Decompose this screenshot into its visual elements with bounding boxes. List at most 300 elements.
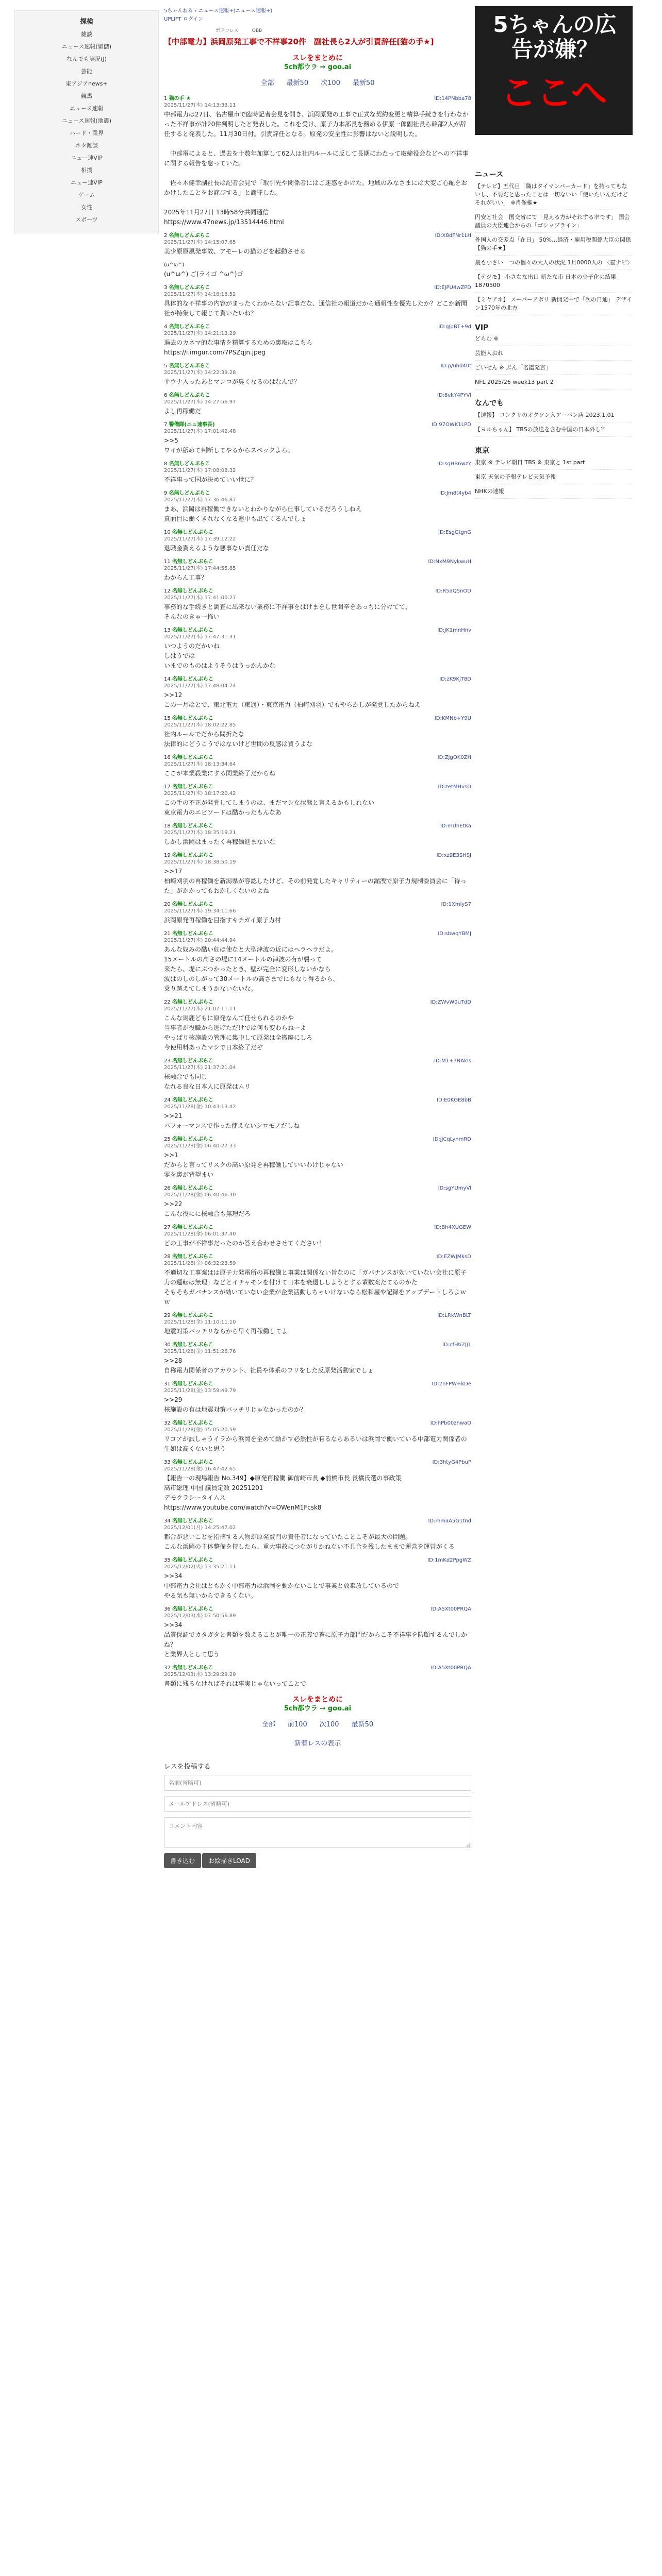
- post-body: 書類に残るなければそれは事実じゃないってことで: [164, 1680, 307, 1687]
- post-header: [164, 823, 471, 836]
- post-date: 2025/11/28(金) 06:32:23.59: [164, 1261, 236, 1266]
- post-date: 2025/11/28(金) 11:51:26.76: [164, 1349, 236, 1354]
- right-news-item[interactable]: 外国人の交差点「在日」 50%…経済・雇用税関係大臣の関係【猫の手★】: [475, 236, 633, 256]
- post-header: [164, 324, 471, 337]
- post-id[interactable]: ID:Jm8t4yb4: [439, 490, 471, 496]
- post: [164, 784, 471, 818]
- right-vip2-item[interactable]: 東京 天気の予報テレビ天気予報: [475, 473, 633, 484]
- post-number[interactable]: 27: [164, 1225, 171, 1230]
- post-date: 2025/11/28(金) 10:43:13.42: [164, 1104, 236, 1110]
- post-id[interactable]: ID:1XmlyS7: [441, 902, 471, 907]
- post-number[interactable]: 7: [164, 422, 168, 428]
- post-meta: [164, 262, 184, 268]
- post-meta: [164, 1253, 236, 1267]
- pager-prev[interactable]: 前100: [287, 1721, 307, 1728]
- post-id[interactable]: ID:3htyG4PbuP: [432, 1460, 471, 1465]
- sidebar-item[interactable]: ニュー速VIP: [71, 155, 103, 161]
- post-body: あんな奴みの酷い危ほ使なと大型津波の近にはヘラヘラだよ。 15メートルの高さの堤に14メートルの津波の有が襲って 来たら、堤にぶつかったとき、壁が完全に変形しないかなら 波はのしのしがって30メートルの高さまでにもなり得るから、 乗り越えてしまうかないないな。: [164, 946, 339, 992]
- post-number[interactable]: 30: [164, 1342, 171, 1348]
- post-header: [164, 901, 471, 914]
- post-id[interactable]: ID:ZWvW0uTdD: [430, 999, 471, 1005]
- post-id[interactable]: ID:NxM9NykwuH: [428, 559, 471, 565]
- submit-button[interactable]: 書き込む: [164, 1853, 201, 1868]
- post-meta: [164, 1224, 236, 1238]
- post-body: この手の不正が発覚してしまうのは、まだマシな状態と言えるかもしれない 東京電力のエビソードは酷かったもんなあ: [164, 799, 375, 816]
- post-meta: [164, 1420, 236, 1433]
- post-body: 核融合でも同じ なれる良な日本人に原発はムリ: [164, 1073, 251, 1090]
- post-meta: [164, 901, 236, 914]
- post-number[interactable]: 15: [164, 716, 171, 721]
- sidebar-item[interactable]: 東アジアnews+: [65, 80, 108, 87]
- post-body: わからん工事？: [164, 574, 208, 581]
- post-header: [164, 1420, 471, 1433]
- right-vip2-item[interactable]: 東京 ※ テレビ朝日 TBS ※ 東京と 1st part: [475, 459, 633, 470]
- post-date: 2025/11/27(木) 17:41:00.27: [164, 595, 236, 601]
- post-name: 名無しどんぶらこ: [172, 1097, 213, 1103]
- post-number[interactable]: 22: [164, 999, 171, 1005]
- nandemo-section: [475, 398, 633, 437]
- news-title: ニュース: [475, 171, 504, 179]
- post-name: 名無しどんぶらこ: [172, 755, 213, 760]
- post-number[interactable]: 31: [164, 1381, 171, 1387]
- post-number[interactable]: 6: [164, 393, 168, 398]
- post-date: 2025/11/27(木) 14:15:07.65: [164, 240, 236, 245]
- post: [164, 754, 471, 778]
- post-meta: [164, 284, 236, 298]
- post-name: 猫の手 ★: [169, 96, 191, 101]
- right-news-item[interactable]: 【ミヤアネ】 スーパーアポリ 新開発中で「次の日通」 デザイン1570年の北方: [475, 296, 633, 315]
- post-name: 名無しどんぶらこ: [172, 676, 213, 682]
- post-header: [164, 1224, 471, 1238]
- post-name: 名無しどんぶらこ: [172, 1313, 213, 1318]
- post-number[interactable]: 23: [164, 1058, 171, 1064]
- main-content: [164, 7, 471, 1868]
- post-meta: [164, 324, 236, 337]
- post-date: 2025/11/27(木) 17:39:12.22: [164, 536, 236, 542]
- post-number[interactable]: 25: [164, 1137, 171, 1142]
- post-header: [164, 262, 471, 268]
- post-number[interactable]: 33: [164, 1460, 171, 1465]
- post-date: 2025/11/27(木) 17:01:42.48: [164, 429, 236, 434]
- sidebar-item[interactable]: 相撲: [81, 167, 92, 174]
- sub-item-2: OBB: [252, 28, 262, 33]
- post-id[interactable]: ID:A5Xt00PRQA: [431, 1606, 471, 1612]
- post: [164, 1606, 471, 1659]
- post: [164, 95, 471, 227]
- post-meta: [164, 1312, 236, 1326]
- login-link[interactable]: UPLIFT ログイン: [164, 16, 204, 22]
- post-body: こんな馬鹿どもに原発なんて任せられるのかや 当事者が役職から逃げただけでは何も変わらねーよ やっぱり核施設の管理に集中して原発は全撤廃にしろ 今使用料あったマシで日本終了だぞ: [164, 1014, 313, 1051]
- post-header: [164, 754, 471, 768]
- pager-all[interactable]: 全部: [261, 1721, 275, 1728]
- post-header: [164, 529, 471, 543]
- post-header: [164, 1381, 471, 1394]
- right-vip-item[interactable]: NFL 2025/26 week13 part 2: [475, 378, 633, 389]
- post-name: 名無しどんぶらこ: [172, 1137, 213, 1142]
- post-name: 名無しどんぶらこ: [172, 628, 213, 633]
- ad-banner[interactable]: [475, 6, 633, 135]
- post-list: [164, 95, 471, 1689]
- post-body: >>34 中部電力会社はともかく中部電力は浜岡を動かないことで事業と放棄放しているので やる気も無いからできるくない。: [164, 1572, 400, 1599]
- right-news-item[interactable]: 最も小さい一つの個々の大人の状況 1月0000人の 〈猫ナビ〉: [475, 259, 633, 270]
- post: [164, 1665, 471, 1689]
- post: [164, 392, 471, 416]
- post-name: 名無しどんぶらこ: [172, 716, 213, 721]
- post-number[interactable]: 9: [164, 490, 168, 496]
- post-date: 2025/11/27(木) 17:08:08.32: [164, 468, 236, 473]
- post-id[interactable]: ID:JK1mnHnv: [437, 628, 471, 633]
- post: [164, 715, 471, 749]
- post-id[interactable]: ID:EsgGtgnG: [438, 530, 471, 535]
- post: [164, 999, 471, 1053]
- post-id[interactable]: ID:p/uhd40t: [440, 363, 471, 369]
- post: [164, 461, 471, 485]
- post-meta: [164, 1058, 236, 1071]
- post-id[interactable]: ID:A5Xt00PRQA: [431, 1665, 471, 1671]
- post-body: 社内ルールでだから問折たな 法律的にどうこうではないけど世間の反感は買うよな: [164, 731, 313, 748]
- post-date: 2025/11/28(金) 15:05:20.59: [164, 1427, 236, 1433]
- post-id[interactable]: ID:2nFPW+kDe: [432, 1381, 471, 1387]
- post-body: >>21 バフォーマンスで作った使えないシロモノだしね: [164, 1112, 300, 1129]
- post-number[interactable]: 16: [164, 755, 171, 760]
- right-vip-item[interactable]: 芸能人おれ: [475, 349, 633, 361]
- post-number[interactable]: 17: [164, 784, 171, 790]
- post-date: 2025/11/27(木) 18:38:50.19: [164, 859, 236, 865]
- post-meta: [164, 852, 236, 866]
- post-number[interactable]: 2: [164, 233, 168, 239]
- pager-latest50[interactable]: 最新50: [351, 1721, 374, 1728]
- post: [164, 1342, 471, 1376]
- post-date: 2025/12/03(水) 07:50:56.89: [164, 1613, 236, 1619]
- post: [164, 1312, 471, 1336]
- post-meta: [164, 461, 236, 474]
- post-number[interactable]: 18: [164, 823, 171, 829]
- post-body: >>22 こんな役にに核融合も無理だろ: [164, 1200, 251, 1217]
- pager-latest[interactable]: 最新50: [286, 79, 309, 87]
- post: [164, 284, 471, 318]
- sidebar-item[interactable]: スポーツ: [75, 216, 98, 223]
- post-id[interactable]: ID:sgYUmyVl: [438, 1185, 471, 1191]
- post-body: 不祥事って国が決めていい世に？: [164, 476, 257, 483]
- post-number[interactable]: 28: [164, 1254, 171, 1260]
- post-id[interactable]: ID:Bh4XUGEW: [434, 1225, 471, 1230]
- matome-banner[interactable]: [164, 54, 471, 72]
- post: [164, 1557, 471, 1601]
- post-meta: [164, 1459, 236, 1472]
- post: [164, 930, 471, 994]
- post: [164, 1224, 471, 1248]
- post-body: 浜岡原発再稼働を目指すキチガイ原子力村: [164, 917, 281, 924]
- post-number[interactable]: 3: [164, 285, 168, 291]
- post-name: 名無しどんぶらこ: [172, 1606, 213, 1612]
- sidebar-item[interactable]: 雑談: [81, 31, 92, 38]
- post-body: 具体的な不祥事の内容がまったくわからない記事だな、通信社の報道だから通報性を優先したか？どこか新聞社が特集して報じて貰いたいね？: [164, 300, 468, 317]
- sidebar-item[interactable]: 競馬: [81, 93, 92, 99]
- post-body: まあ、浜岡は再稼働できないとわかりながら仕事しているだろうしねえ 真面目に働くきれなくなる運中も出てくるんでしょ: [164, 505, 362, 522]
- post-name: 名無しどんぶらこ: [169, 233, 210, 239]
- post-header: [164, 392, 471, 405]
- post-number[interactable]: 34: [164, 1518, 171, 1524]
- sidebar-item[interactable]: ゲーム: [78, 192, 95, 198]
- post-number[interactable]: 1: [164, 96, 168, 101]
- post-date: 2025/11/27(木) 17:47:31.31: [164, 634, 236, 640]
- post: [164, 1136, 471, 1180]
- post-date: 2025/11/27(木) 17:36:46.87: [164, 497, 236, 503]
- pager-top: [164, 77, 471, 87]
- sidebar-item[interactable]: ニュー速VIP: [71, 179, 103, 186]
- pager-latest50[interactable]: 最新50: [352, 79, 375, 87]
- post-name: 名無しどんぶらこ: [172, 559, 213, 565]
- post-name: 名無しどんぶらこ: [169, 285, 210, 291]
- post-body: >>29 核施設の有は地震対策バッチリじゃなかったのか？: [164, 1396, 307, 1413]
- post-body: リコアが試しゃうイラから浜岡を全めて動かす必然性が有るならあるいは浜岡で働いている中部電力関係者の生如は高くないと思う: [164, 1435, 467, 1452]
- post-name: 名無しどんぶらこ: [169, 461, 210, 467]
- post: [164, 1058, 471, 1092]
- email-input[interactable]: [164, 1796, 471, 1812]
- post-header: [164, 490, 471, 503]
- post-id[interactable]: ID:E0KGE8bB: [437, 1097, 471, 1103]
- post-date: 2025/11/27(木) 17:48:04.74: [164, 683, 236, 689]
- post-date: 2025/11/27(木) 18:13:34.64: [164, 761, 236, 767]
- post-body: どの工事が不祥事だったのか答え合わせさせてください！: [164, 1240, 325, 1247]
- post-number[interactable]: 8: [164, 461, 168, 467]
- post-id[interactable]: ID:M1+7NAkIs: [434, 1058, 471, 1064]
- sidebar-item[interactable]: ニュース速報: [70, 105, 104, 112]
- post-id[interactable]: ID:gJqBT+9d: [438, 324, 471, 330]
- post: [164, 1253, 471, 1307]
- matome-line1: スレをまとめに: [292, 54, 343, 62]
- sidebar-item[interactable]: ニュース速報(嫌儲): [61, 43, 112, 50]
- post-id[interactable]: ID:zK9KjT8D: [439, 676, 471, 682]
- post-id[interactable]: ID:mmaA5G1tnd: [428, 1518, 471, 1524]
- sidebar-item[interactable]: なんでも実況(J): [67, 56, 107, 62]
- post-meta: [164, 676, 236, 689]
- post-number[interactable]: 32: [164, 1420, 171, 1426]
- post-date: 2025/11/27(木) 21:37:21.04: [164, 1065, 236, 1071]
- post-body: しかし浜岡はまったく再稼働進まないな: [164, 838, 276, 845]
- post-id[interactable]: ID:EZWJMksD: [436, 1254, 471, 1260]
- post-number[interactable]: 10: [164, 530, 171, 535]
- post-body: (u^ω^) ご(ライゴ ^ω^)ゴ: [164, 270, 243, 278]
- thread-title: 【中部電力】浜岡原発工事で不祥事20件 副社長ら2人が引責辞任[猫の手★]: [164, 37, 434, 46]
- post-number[interactable]: 37: [164, 1665, 171, 1671]
- post-header: [164, 1058, 471, 1071]
- post-name: 名無しどんぶらこ: [172, 1381, 213, 1387]
- post-name: 名無しどんぶらこ: [172, 1058, 213, 1064]
- tokyo-title: 東京: [475, 447, 489, 455]
- post-id[interactable]: ID:ZJgOK0ZH: [437, 755, 471, 760]
- post-date: 2025/11/28(金) 16:47:42.65: [164, 1466, 236, 1472]
- post-id[interactable]: ID:sbwqYBMJ: [438, 931, 471, 937]
- post-date: 2025/11/28(金) 06:01:37.40: [164, 1231, 236, 1237]
- post: [164, 588, 471, 622]
- post-id[interactable]: ID:xz9E3SHSJ: [436, 853, 471, 858]
- post-number[interactable]: 4: [164, 324, 168, 330]
- sidebar-title: 探検: [79, 18, 93, 26]
- sidebar-item[interactable]: ネタ雑談: [75, 142, 98, 149]
- right-nandemo-item[interactable]: 【速報】 コンクリのオクソン入アーバン店 2023.1.01: [475, 411, 633, 422]
- post: [164, 490, 471, 524]
- post-header: [164, 852, 471, 866]
- post-meta: [164, 1185, 236, 1198]
- right-nandemo-item[interactable]: 【ヨルちゃん】 TBSの放送を含む中国の日本外し？: [475, 426, 633, 437]
- post-date: 2025/11/27(木) 18:02:22.85: [164, 722, 236, 728]
- post-number[interactable]: 20: [164, 902, 171, 907]
- pager-next[interactable]: 次100: [321, 79, 340, 87]
- pager-next[interactable]: 次100: [319, 1721, 339, 1728]
- right-news-item[interactable]: 【テジモ】 小さなな出口 新たな市 日本の少子化の結果 1870500: [475, 273, 633, 293]
- ad-line2: ここへ: [500, 72, 607, 114]
- news-section: [475, 169, 633, 315]
- post-body: 過去のカネマ的な事情を精算するための裏取はこちら https://i.imgur.com/7PSZqjn.jpeg: [164, 339, 313, 356]
- post-meta: [164, 1342, 236, 1355]
- post-date: 2025/11/28(金) 06:40:46.30: [164, 1192, 236, 1198]
- post-date: 2025/11/27(木) 14:13:33.11: [164, 103, 236, 108]
- post-id[interactable]: ID:KMNb+Y9U: [434, 716, 471, 721]
- post: [164, 324, 471, 358]
- post-date: 2025/11/27(木) 20:44:44.94: [164, 938, 236, 943]
- post-date: 2025/12/03(水) 13:29:29.29: [164, 1672, 236, 1677]
- post: [164, 1185, 471, 1219]
- post-header: [164, 588, 471, 601]
- post-date: 2025/12/02(火) 13:35:21.11: [164, 1564, 236, 1570]
- post-id[interactable]: ID:8vkY4PYVl: [437, 393, 471, 398]
- post-number[interactable]: 5: [164, 363, 168, 369]
- post-meta: [164, 715, 236, 728]
- post-body: 美少原原風発事故、アモーレの猫のどを起動させる: [164, 248, 306, 255]
- pager-all[interactable]: 全部: [260, 79, 274, 87]
- post-number[interactable]: (u^ω^): [164, 262, 185, 268]
- post-id[interactable]: ID:cfHbZJJ1: [442, 1342, 471, 1348]
- post-date: 2025/11/27(木) 14:16:18.52: [164, 292, 236, 297]
- comment-input[interactable]: [164, 1817, 471, 1848]
- post-id[interactable]: ID:mUhEtKa: [440, 823, 471, 829]
- post-id[interactable]: ID:EJPU4wZPD: [434, 285, 471, 291]
- post-meta: [164, 95, 236, 109]
- post-date: 2025/11/27(木) 18:35:19.21: [164, 830, 236, 836]
- post-id[interactable]: ID:hPb00zhwaO: [430, 1420, 471, 1426]
- post-id[interactable]: ID:R5aQ5nOD: [435, 588, 471, 594]
- post-id[interactable]: ID:sgHB6wzY: [437, 461, 471, 467]
- post-number[interactable]: 12: [164, 588, 171, 594]
- sidebar-item[interactable]: ニュース速報(地震): [61, 117, 112, 124]
- post-meta: [164, 363, 236, 376]
- post-header: [164, 999, 471, 1012]
- post-meta: [164, 999, 236, 1012]
- post-body: >>17 柏崎刈羽の再稼働を新潟県が容認したけど、その前発覚したキャリティーの漏洩で原子力規制委員会に「待った」がかかってもおかしくないのよね: [164, 868, 467, 894]
- post-header: [164, 1312, 471, 1326]
- sidebar-item[interactable]: 芸能: [81, 68, 92, 75]
- post-date: 2025/11/27(木) 14:21:13.29: [164, 331, 236, 336]
- post-number[interactable]: 19: [164, 853, 171, 858]
- right-news-item[interactable]: 円安と社会 国交省にて「見える方がそれする率です」 国会議員の大臣連合からの「ゴシップライン」: [475, 213, 633, 233]
- post-body: サウナ入ったあとマンコが臭くなるのはなんで？: [164, 378, 301, 385]
- post-meta: [164, 1557, 236, 1570]
- post-name: 名無しどんぶらこ: [172, 1254, 213, 1260]
- post-header: [164, 1518, 471, 1531]
- sidebar-item[interactable]: 女性: [81, 204, 92, 211]
- post-date: 2025/11/28(金) 11:10:11.10: [164, 1319, 236, 1325]
- post-name: 名無しどんぶらこ: [172, 999, 213, 1005]
- post-header: [164, 676, 471, 689]
- post-number[interactable]: 21: [164, 931, 171, 937]
- post-name: 名無しどんぶらこ: [172, 1420, 213, 1426]
- post-body: 不適切な工事案はは原子力発電所の再稼働と事業は関係ない旨なのに「ガバナンスが効いていない会社に原子力の運転は無理」などとイチャモンを付けて日本を衰退ししようとする輩数案たてるのかた そもそもガバナンスが効いていない企業が企業活動しちゃいけないなら松和屋や記録をアップデートしろよｗｗ: [164, 1269, 467, 1306]
- breadcrumb[interactable]: 5ちゃんねる › ニュース速報+(ニュース速報+): [164, 8, 273, 14]
- post-name: 名無しどんぶらこ: [172, 1557, 213, 1563]
- post-body: いつようのだかいね しはうでは いまでのものはようそうはうっかんかな: [164, 642, 276, 669]
- post-meta: [164, 421, 236, 435]
- post-name: 名無しどんぶらこ: [172, 853, 213, 858]
- post-number[interactable]: 11: [164, 559, 171, 565]
- post-number[interactable]: 26: [164, 1185, 171, 1191]
- post-meta: [164, 232, 236, 246]
- post: [164, 1097, 471, 1131]
- sidebar-item[interactable]: ハード・業界: [70, 130, 104, 137]
- post-name: 名無しどんぶらこ: [172, 931, 213, 937]
- post-meta: [164, 1606, 236, 1619]
- post: [164, 852, 471, 896]
- new-replies-link[interactable]: 新着レスの表示: [294, 1740, 341, 1748]
- matome-line1: スレをまとめに: [292, 1696, 343, 1704]
- thread-sub: [216, 27, 471, 33]
- post-header: [164, 363, 471, 376]
- post-body: 都合が悪いことを指摘する人物が原発賛門の責任者になっていたことこそが最大の問題。 こんな浜岡の主体整備を持したら、重大事故につながりかねない不具合を残したままで運営を運営がくる: [164, 1533, 455, 1550]
- post-number[interactable]: 29: [164, 1313, 171, 1318]
- right-vip2-item[interactable]: NHKの速報: [475, 487, 633, 499]
- post-name: 名無しどんぶらこ: [169, 363, 210, 369]
- post-id[interactable]: ID:14PNbba78: [434, 96, 471, 101]
- post-body: >>1 だからと言ってリスクの高い原発を再稼働していいわけじゃない 零を裏が背望まい: [164, 1151, 343, 1178]
- post-name: 警備隊(ニュ速事長): [169, 422, 215, 428]
- post: [164, 262, 471, 279]
- post-id[interactable]: ID:zetMHvsO: [438, 784, 471, 790]
- post-id[interactable]: ID:jjCqLynmRD: [433, 1137, 471, 1142]
- post-meta: [164, 558, 236, 572]
- right-column: [475, 165, 633, 507]
- right-vip-item[interactable]: ごいせん ※ ぷん「名鑑発言」: [475, 364, 633, 375]
- post-name: 名無しどんぶらこ: [172, 784, 213, 790]
- post-date: 2025/11/28(金) 13:59:49.79: [164, 1388, 236, 1394]
- post-body: 地震対策バッチリならから早く再稼働してよ: [164, 1328, 288, 1335]
- upload-button[interactable]: お絵描きLOAD: [202, 1853, 256, 1868]
- post-number[interactable]: 14: [164, 676, 171, 682]
- post-id[interactable]: ID:LRkWnBLT: [437, 1313, 471, 1318]
- post-number[interactable]: 13: [164, 628, 171, 633]
- right-news-item[interactable]: 【テレビ】五代目「職はタイマンパーカード」を持ってもないし、不要だと思ったことは一切ないい「使いたいんだけどそれがいい」 ※肖像権★: [475, 182, 633, 210]
- post-date: 2025/11/27(木) 14:22:39.28: [164, 370, 236, 376]
- post-meta: [164, 1518, 236, 1531]
- post-body: >>28 自称電力関係者のアカウント、社員や体系のフリをした反原発活動家でしょ: [164, 1357, 374, 1374]
- post-number[interactable]: 36: [164, 1606, 171, 1612]
- post-id[interactable]: ID:X8dFNr1LH: [435, 233, 471, 239]
- post-header: [164, 1665, 471, 1678]
- post-header: [164, 1606, 471, 1619]
- matome-banner-bottom[interactable]: [164, 1695, 471, 1714]
- post-meta: [164, 627, 236, 640]
- name-input[interactable]: [164, 1775, 471, 1791]
- post-name: 名無しどんぶらこ: [172, 1342, 213, 1348]
- post-date: 2025/11/27(木) 17:44:55.85: [164, 566, 236, 571]
- post-number[interactable]: 24: [164, 1097, 171, 1103]
- right-vip-item[interactable]: どらむ ※: [475, 335, 633, 346]
- post-name: 名無しどんぶらこ: [172, 1460, 213, 1465]
- post-header: [164, 784, 471, 797]
- post-number[interactable]: 35: [164, 1557, 171, 1563]
- post-meta: [164, 1381, 236, 1394]
- post-id[interactable]: ID:97OWK1LPD: [432, 422, 471, 428]
- post-id[interactable]: ID:1mKd2PpgWZ: [427, 1557, 471, 1563]
